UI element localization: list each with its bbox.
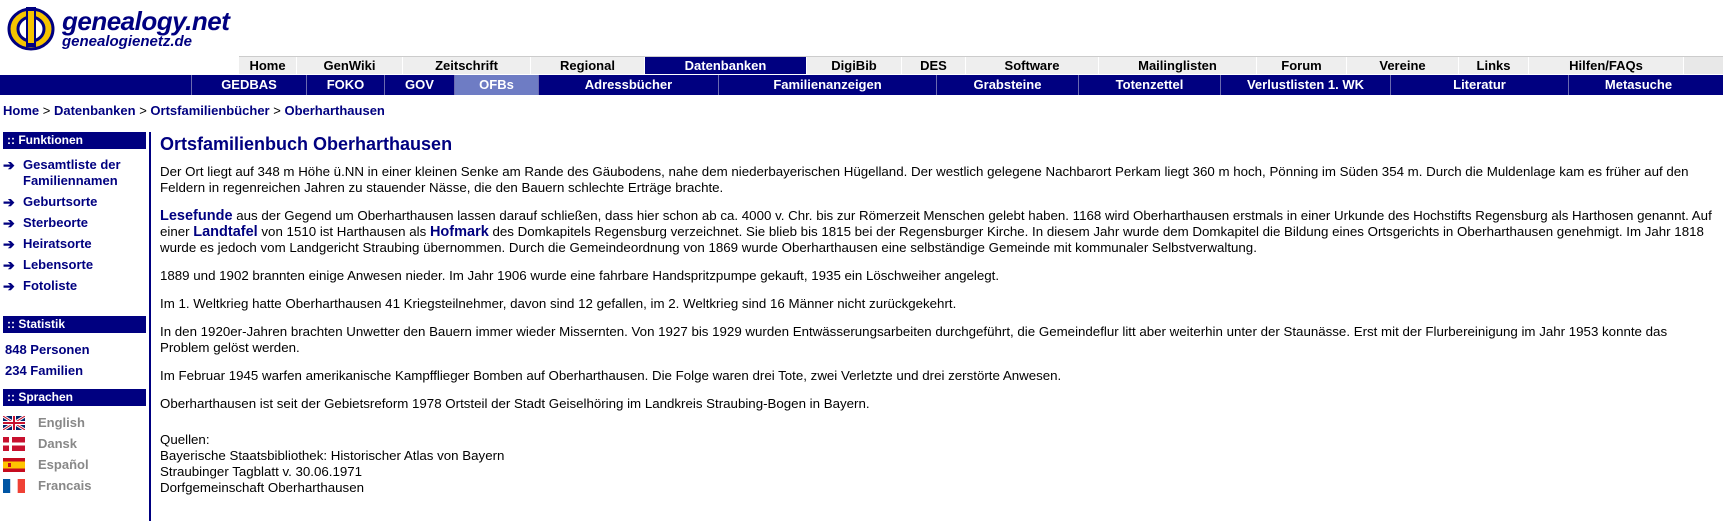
nav-top-regional[interactable]: Regional <box>531 57 645 74</box>
nav-sub-ofbs[interactable]: OFBs <box>454 75 538 95</box>
function-label: Lebensorte <box>23 257 94 272</box>
link-landtafel[interactable]: Landtafel <box>193 224 258 240</box>
breadcrumb-home[interactable]: Home <box>3 103 40 118</box>
function-link-geburtsorte[interactable] <box>3 194 146 210</box>
arrow-right-icon: ➔ <box>3 278 15 294</box>
breadcrumb: Home > Datenbanken > Ortsfamilienbücher > Oberharthausen <box>3 103 385 118</box>
arrow-right-icon: ➔ <box>3 236 15 252</box>
nav-top-mailinglisten[interactable]: Mailinglisten <box>1099 57 1257 74</box>
sidebar <box>3 132 146 496</box>
statistics-heading: :: Statistik <box>3 316 146 333</box>
nav-top-links[interactable]: Links <box>1459 57 1529 74</box>
nav-top-zeitschrift[interactable]: Zeitschrift <box>403 57 531 74</box>
paragraph-drainage: In den 1920er-Jahren brachten Unwetter den Bauern immer wieder Missernten. Von 1927 bis 1929 wurden Entwässerungsarbeiten durchgeführt, die Gemeindeflur litt aber weiterhin unter der Staunässe. Erst mit der Flurbereinigung im Jahr 1953 konnte das Problem gelöst werden. <box>160 324 1668 355</box>
source-item: Bayerische Staatsbibliothek: Historischer Atlas von Bayern <box>160 448 505 463</box>
nav-sub-gov[interactable]: GOV <box>384 75 454 95</box>
language-danish[interactable] <box>3 433 146 454</box>
nav-top-datenbanken[interactable]: Datenbanken <box>645 57 807 74</box>
language-french-label: Francais <box>38 478 92 493</box>
language-spanish-label: Español <box>38 457 89 472</box>
breadcrumb-ortsfamilienbuecher[interactable]: Ortsfamilienbücher <box>150 103 270 118</box>
function-label: Geburtsorte <box>23 194 98 209</box>
language-english-label: English <box>38 415 85 430</box>
paragraph-history <box>160 208 1720 256</box>
function-link-sterbeorte[interactable] <box>3 215 146 231</box>
function-label: Heiratsorte <box>23 236 92 251</box>
nav-sub-grabsteine[interactable]: Grabsteine <box>936 75 1078 95</box>
source-item: Straubinger Tagblatt v. 30.06.1971 <box>160 464 363 479</box>
nav-top-home[interactable]: Home <box>239 57 297 74</box>
arrow-right-icon: ➔ <box>3 157 15 173</box>
link-lesefunde[interactable]: Lesefunde <box>160 208 233 224</box>
nav-sub-metasuche[interactable]: Metasuche <box>1568 75 1708 95</box>
nav-top-genwiki[interactable]: GenWiki <box>297 57 403 74</box>
logo-subtitle: genealogienetz.de <box>62 32 193 50</box>
link-hofmark[interactable]: Hofmark <box>429 224 489 240</box>
nav-top-software[interactable]: Software <box>966 57 1099 74</box>
history-text-b: von 1510 ist Harthausen als <box>257 224 430 239</box>
function-link-fotoliste[interactable] <box>3 278 146 294</box>
paragraph-geography: Der Ort liegt auf 348 m Höhe ü.NN in einer kleinen Senke am Rande des Gäubodens, nahe dem niederbayerischen Hügelland. Der westlich gelegene Nachbarort Perkam liegt 360 m hoch, Pönning im Süden 354 m. Durch die Muldenlage kam es früher auf den Feldern in regenreichen Jahren zu stauender Nässe, die den Bauern schlechte Erträge brachte. <box>160 164 1689 195</box>
function-label: Sterbeorte <box>23 215 89 230</box>
function-link-lebensorte[interactable] <box>3 257 146 273</box>
paragraph-wars: Im 1. Weltkrieg hatte Oberharthausen 41 Kriegsteilnehmer, davon sind 12 gefallen, im 2. Weltkrieg sind 16 Männer nicht zurückgekehrt. <box>160 296 957 311</box>
nav-sub-totenzettel[interactable]: Totenzettel <box>1078 75 1220 95</box>
denmark-flag-icon <box>3 437 25 451</box>
arrow-right-icon: ➔ <box>3 194 15 210</box>
nav-sub-familienanzeigen[interactable]: Familienanzeigen <box>718 75 936 95</box>
history-text-c: des Domkapitels Regensburg verzeichnet. Sie blieb bis 1815 bei der Regensburger Kirche. In diesem Jahr wurde dem Domkapitel die Bildung eines Ortsgerichts in Oberharthausen genehmigt. Im Jahr 1818 wurde es jedoch vom Landgericht Straubing übernommen. Durch die Gemeindeordnung von 1869 wurde Oberharthausen eine selbständige Gemeinde mit kommunaler Selbstverwaltung. <box>160 224 1704 255</box>
nav-top-forum[interactable]: Forum <box>1257 57 1347 74</box>
language-danish-label: Dansk <box>38 436 78 451</box>
sub-navigation <box>0 75 1723 95</box>
breadcrumb-datenbanken[interactable]: Datenbanken <box>53 103 136 118</box>
page-title: Ortsfamilienbuch Oberharthausen <box>160 134 453 154</box>
nav-sub-gedbas[interactable]: GEDBAS <box>191 75 306 95</box>
language-english[interactable] <box>3 412 146 433</box>
sidebar-divider <box>149 132 151 521</box>
spain-flag-icon <box>3 458 25 472</box>
uk-flag-icon <box>3 416 25 430</box>
sources <box>160 432 1720 496</box>
logo-name: genealogy.net <box>62 5 230 36</box>
functions-heading: :: Funktionen <box>3 132 146 149</box>
language-spanish[interactable] <box>3 454 146 475</box>
nav-top-des[interactable]: DES <box>902 57 966 74</box>
site-logo[interactable] <box>6 4 229 52</box>
nav-top-hilfen-faqs[interactable]: Hilfen/FAQs <box>1529 57 1684 74</box>
sources-heading: Quellen: <box>160 432 210 447</box>
arrow-right-icon: ➔ <box>3 257 15 273</box>
arrow-right-icon: ➔ <box>3 215 15 231</box>
nav-sub-verlustlisten-1-wk[interactable]: Verlustlisten 1. WK <box>1220 75 1390 95</box>
stat-persons: 848 Personen <box>5 342 90 357</box>
function-link-heiratsorte[interactable] <box>3 236 146 252</box>
paragraph-bombing: Im Februar 1945 warfen amerikanische Kampfflieger Bomben auf Oberharthausen. Die Folge waren drei Tote, zwei Verletzte und drei zerstörte Anwesen. <box>160 368 1062 383</box>
functions-list <box>3 157 146 294</box>
function-label: Fotoliste <box>23 278 78 293</box>
genealogy-logo-icon <box>6 5 56 51</box>
function-label: Gesamtliste der Familiennamen <box>23 157 121 188</box>
source-item: Dorfgemeinschaft Oberharthausen <box>160 480 364 495</box>
paragraph-fires: 1889 und 1902 brannten einige Anwesen nieder. Im Jahr 1906 wurde eine fahrbare Handspritzpumpe gekauft, 1935 ein Löschweiher angelegt. <box>160 268 1000 283</box>
function-link-gesamtliste-der-familiennamen[interactable] <box>3 157 146 189</box>
nav-top-vereine[interactable]: Vereine <box>1347 57 1459 74</box>
stat-families: 234 Familien <box>5 363 84 378</box>
nav-sub-foko[interactable]: FOKO <box>306 75 384 95</box>
france-flag-icon <box>3 479 25 493</box>
nav-sub-literatur[interactable]: Literatur <box>1390 75 1568 95</box>
top-navigation <box>239 56 1723 74</box>
main-content <box>160 136 1720 496</box>
breadcrumb-current[interactable]: Oberharthausen <box>284 103 385 118</box>
history-text-a: aus der Gegend um Oberharthausen lassen darauf schließen, dass hier schon ab ca. 4000 v. Chr. bis zur Römerzeit Menschen gelebt haben. 1168 wird Oberharthausen erstmals in einer Urkunde des Hochstifts Regensburg als Harthosen genannt. Auf einer <box>160 208 1712 239</box>
languages-heading: :: Sprachen <box>3 389 146 406</box>
nav-top-digibib[interactable]: DigiBib <box>807 57 902 74</box>
nav-sub-adressb-cher[interactable]: Adressbücher <box>538 75 718 95</box>
paragraph-reform: Oberharthausen ist seit der Gebietsreform 1978 Ortsteil der Stadt Geiselhöring im Landkreis Straubing-Bogen in Bayern. <box>160 396 870 411</box>
language-french[interactable] <box>3 475 146 496</box>
